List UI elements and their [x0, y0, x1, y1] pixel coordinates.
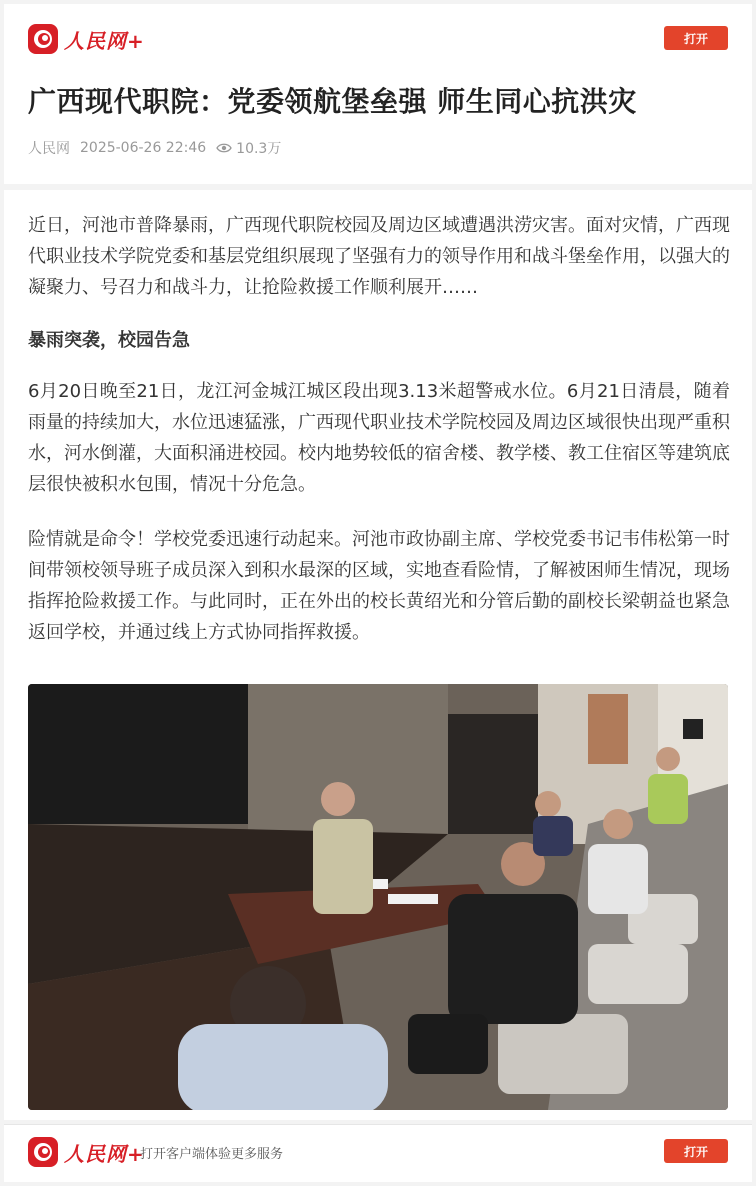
bottom-logo-text: 人民网+ [64, 1141, 145, 1166]
article-paragraph-2: 6月20日晚至21日，龙江河金城江城区段出现3.13米超警戒水位。6月21日清晨，随着雨量的持续加大，水位迅速猛涨，广西现代职业技术学院校园及周边区域很快出现严重积水，河水倒灌，大面积涌进校园。校内地势较低的宿舍楼、教学楼、教工住宿区等建筑底层很快被积水包围，情况十分危急。 [28, 381, 730, 495]
article-title: 广西现代职院：党委领航堡垒强 师生同心抗洪灾 [28, 85, 637, 118]
bottom-open-app-button[interactable]: 打开 [664, 1139, 728, 1163]
article-meta [28, 138, 281, 158]
bottom-prompt-text: 打开客户端体验更多服务 [140, 1147, 284, 1162]
brand-logo[interactable] [28, 24, 145, 54]
bottom-brand-logo[interactable] [28, 1137, 145, 1167]
article-paragraph-3: 险情就是命令！学校党委迅速行动起来。河池市政协副主席、学校党委书记韦伟松第一时间带领校领导班子成员深入到积水最深的区域，实地查看险情，了解被困师生情况，现场指挥抢险救援工作。与此同时，正在外出的校长黄绍光和分管后勤的副校长梁朝益也紧急返回学校，并通过线上方式协同指挥救援。 [28, 529, 730, 643]
view-count [216, 138, 281, 158]
people-daily-logo-icon [28, 24, 58, 54]
eye-icon [216, 142, 232, 154]
article-subheading: 暴雨突袭，校园告急 [28, 330, 190, 351]
article-photo[interactable] [28, 684, 728, 1110]
open-app-button[interactable]: 打开 [664, 26, 728, 50]
article-body [4, 190, 752, 1120]
view-count-value: 10.3万 [236, 141, 282, 157]
logo-text: 人民网+ [64, 28, 145, 53]
article-source: 人民网 [28, 141, 70, 157]
article-header-card [4, 4, 752, 184]
people-daily-logo-icon [28, 1137, 58, 1167]
bottom-app-banner [4, 1124, 752, 1182]
article-datetime: 2025-06-26 22:46 [80, 140, 207, 156]
article-paragraph-1: 近日，河池市普降暴雨，广西现代职院校园及周边区域遭遇洪涝灾害。面对灾情，广西现代职业技术学院党委和基层党组织展现了坚强有力的领导作用和战斗堡垒作用，以强大的凝聚力、号召力和战斗力，让抢险救援工作顺利展开…… [28, 215, 730, 298]
